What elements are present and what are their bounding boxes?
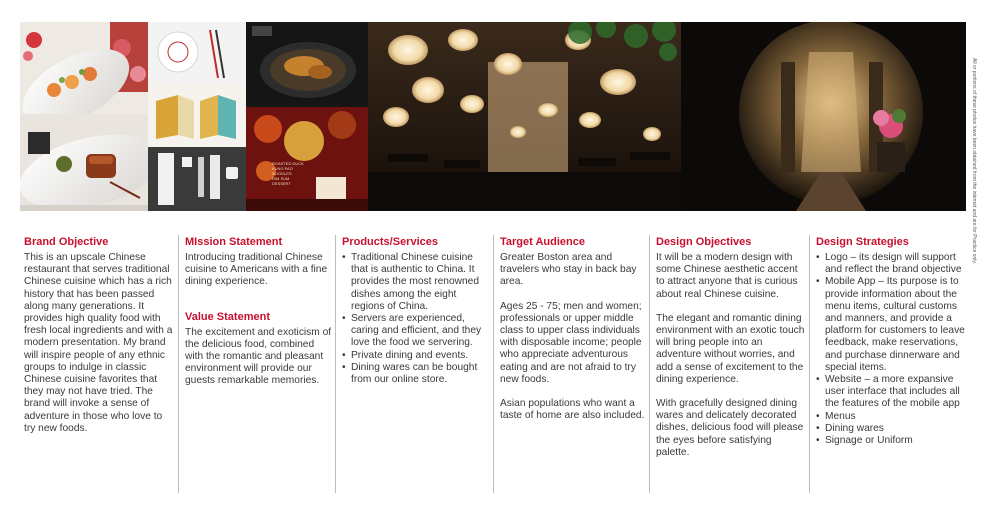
list-item: • Private dining and events. [342,350,491,362]
design-objectives-column [649,235,805,493]
interior-lanterns-photo [368,22,681,211]
target-audience-heading: Target Audience [500,236,585,248]
audience-paragraph: Ages 25 - 75; men and women; professionals or upper middle class to upper class individuals with disposable income; people who appreciate adventurous eating and are not afraid to try new foods. [500,300,642,385]
menu-card-photo [148,147,246,211]
design-objectives-paragraph: The elegant and romantic dining environment with an exotic touch will bring people into an adventure without worries, and add a sense of excitement to the dining experience. [656,312,805,385]
corridor-photo [681,22,966,211]
packaging-photo [148,83,246,147]
list-item: • Logo – its design will support and reflect the brand objective [816,252,973,276]
products-services-column [335,235,491,493]
cooking-photo [246,22,368,107]
list-item: • Servers are experienced, caring and efficient, and they love the food we servering. [342,313,491,350]
brand-objective-text: This is an upscale Chinese restaurant that serves traditional Chinese cuisine which has a rich history that has been passed along many generations. It provides high quality food with fresh local ingredients and with a modern presentation. My brand will inspire people of any ethnic groups to indulge in classic Chinese cuisine favorites that they may not have tried. The brand will invoke a sense of adventure in those who love to try new foods. [24,252,173,434]
design-objectives-paragraph: It will be a modern design with some Chinese aesthetic accent to attract anyone that is curious about real Chinese cuisine. [656,252,798,300]
design-objectives-paragraph: With gracefully designed dining wares and delicately decorated dishes, delicious food will please the eyes before satisfying palette. [656,398,804,458]
value-text: The excitement and exoticism of the delicious food, combined with the romantic and pleasant environment will provide our guests remarkable memories. [185,326,332,387]
list-item: • Dining wares [816,423,973,435]
list-item: • Website – a more expansive user interface that includes all the features of the mobile app [816,374,973,411]
list-item: • Menus [816,411,973,423]
photo-credit: All or portions of these photos have been obtained from the internet and are for Practice only. [971,58,977,264]
photo-collage [20,22,966,211]
dinnerware-photo [148,22,246,83]
audience-paragraph: Greater Boston area and travelers who stay in back bay area. [500,252,637,288]
menu-poster-text: ROASTED DUCK KUNG PAO NOODLES DIM SUM DESSERT [272,161,304,186]
design-strategies-column [809,235,973,493]
design-strategies-heading: Design Strategies [816,236,909,248]
design-objectives-heading: Design Objectives [656,236,752,248]
menu-poster-photo [246,107,368,211]
mission-text: Introducing traditional Chinese cuisine to Americans with a fine dining experience. [185,252,328,288]
brand-objective-heading: Brand Objective [24,236,109,248]
list-item: • Signage or Uniform [816,435,973,447]
brand-objective-column [24,235,176,493]
list-item: • Dining wares can be bought from our online store. [342,362,491,386]
target-audience-column [493,235,649,493]
design-strategies-list [816,252,973,447]
audience-paragraph: Asian populations who want a taste of home are also included. [500,398,645,422]
mission-value-column [178,235,332,493]
mission-heading: MIssion Statement [185,236,283,248]
products-list [342,252,491,386]
products-heading: Products/Services [342,236,438,248]
dishes-photo [20,22,148,211]
list-item: • Mobile App – Its purpose is to provide information about the menu items, cultural customs and manners, and provide a platform for customers to leave feedback, make reservations, and purchase dinnerware and special items. [816,276,973,374]
list-item: • Traditional Chinese cuisine that is authentic to China. It provides the most renowned dishes among the eight regions of China. [342,252,491,313]
value-heading: Value Statement [185,310,270,323]
